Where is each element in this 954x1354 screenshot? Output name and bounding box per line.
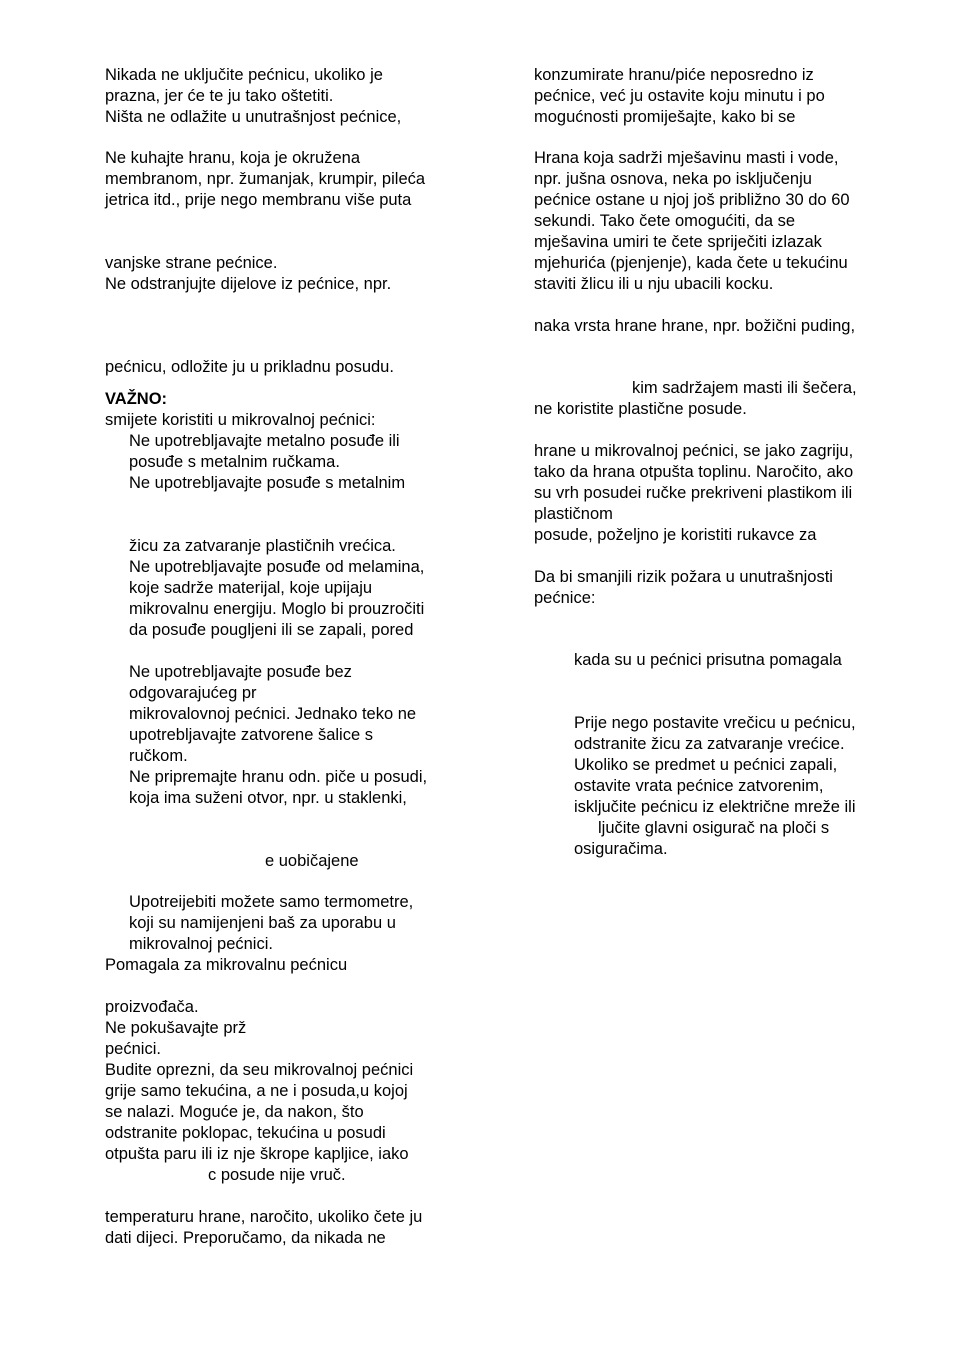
text-line: Hrana koja sadrži mješavinu masti i vode, — [534, 149, 839, 167]
text-line: smijete koristiti u mikrovalnoj pećnici: — [105, 411, 376, 429]
text-line: tako da hrana otpušta toplinu. Naročito, ako — [534, 463, 854, 481]
text-line: mogućnosti promiješajte, kako bi se — [534, 108, 796, 126]
text-line: mjehurića (pjenjenje), kada čete u tekućinu — [534, 254, 848, 272]
text-line: proizvođača. — [105, 998, 199, 1016]
text-line: plastičnom — [534, 505, 613, 523]
important-heading: VAŽNO: — [105, 390, 168, 408]
text-line: mikrovalnoj pećnici. — [129, 935, 273, 953]
text-line: sekundi. Tako čete omogućiti, da se — [534, 212, 796, 230]
text-line: Prije nego postavite vrečicu u pećnicu, — [574, 714, 856, 732]
text-line: Ne pripremajte hranu odn. piče u posudi, — [129, 768, 428, 786]
text-line: ne koristite plastične posude. — [534, 400, 747, 418]
text-line: Ne kuhajte hranu, koja je okružena — [105, 149, 360, 167]
text-line: upotrebljavajte zatvorene šalice s — [129, 726, 373, 744]
text-line: kim sadržajem masti ili šečera, — [632, 379, 857, 397]
text-line: Ne upotrebljavajte posuđe bez — [129, 663, 352, 681]
text-line: Pomagala za mikrovalnu pećnicu — [105, 956, 348, 974]
text-line: Ne upotrebljavajte metalno posuđe ili — [129, 432, 400, 450]
text-line: posude, poželjno je koristiti rukavce za — [534, 526, 817, 544]
text-line: Ukoliko se predmet u pećnici zapali, — [574, 756, 838, 774]
text-line: Ne pokušavajte prž — [105, 1019, 247, 1037]
text-line: Budite oprezni, da seu mikrovalnoj pećnici — [105, 1061, 414, 1079]
text-line: kada su u pećnici prisutna pomagala — [574, 651, 842, 669]
text-line: prazna, jer će te ju tako oštetiti. — [105, 87, 334, 105]
text-line: posuđe s metalnim ručkama. — [129, 453, 340, 471]
text-line: temperaturu hrane, naročito, ukoliko čete ju — [105, 1208, 423, 1226]
text-line: da posuđe pougljeni ili se zapali, pored — [129, 621, 414, 639]
text-line: su vrh posudei ručke prekriveni plastikom ili — [534, 484, 853, 502]
text-line: otpušta paru ili iz nje škrope kapljice, iako — [105, 1145, 409, 1163]
text-line: ručkom. — [129, 747, 188, 765]
text-line: Ne upotrebljavajte posuđe s metalnim — [129, 474, 406, 492]
text-line: koja ima suženi otvor, npr. u staklenki, — [129, 789, 407, 807]
text-line: staviti žlicu ili u nju ubacili kocku. — [534, 275, 774, 293]
text-line: mikrovalnu energiju. Moglo bi prouzročiti — [129, 600, 425, 618]
text-line: membranom, npr. žumanjak, krumpir, pileća — [105, 170, 426, 188]
text-line: hrane u mikrovalnoj pećnici, se jako zagriju, — [534, 442, 854, 460]
text-line: pećnicu, odložite ju u prikladnu posudu. — [105, 358, 394, 376]
text-line: pećnice: — [534, 589, 596, 607]
text-line: odstranite poklopac, tekućina u posudi — [105, 1124, 386, 1142]
text-line: žicu za zatvaranje plastičnih vrećica. — [129, 537, 396, 555]
text-line: odgovarajućeg pr — [129, 684, 257, 702]
text-line: osiguračima. — [574, 840, 668, 858]
text-line: Ne upotrebljavajte posuđe od melamina, — [129, 558, 425, 576]
text-line: naka vrsta hrane hrane, npr. božični puding, — [534, 317, 856, 335]
text-line: c posude nije vruč. — [208, 1166, 346, 1184]
text-line: e uobičajene — [265, 852, 359, 870]
text-line: isključite pećnicu iz električne mreže ili — [574, 798, 856, 816]
text-line: Ne odstranjujte dijelove iz pećnice, npr. — [105, 275, 392, 293]
text-line: mješavina umiri te čete spriječiti izlazak — [534, 233, 822, 251]
text-line: pećnice, već ju ostavite koju minutu i po — [534, 87, 825, 105]
text-line: konzumirate hranu/piće neposredno iz — [534, 66, 814, 84]
text-line: ljučite glavni osigurač na ploči s — [598, 819, 830, 837]
text-line: dati dijeci. Preporučamo, da nikada ne — [105, 1229, 386, 1247]
text-line: Nikada ne uključite pećnicu, ukoliko je — [105, 66, 383, 84]
text-line: npr. jušna osnova, neka po isključenju — [534, 170, 812, 188]
text-line: odstranite žicu za zatvaranje vrećice. — [574, 735, 845, 753]
text-line: Ništa ne odlažite u unutrašnjost pećnice, — [105, 108, 402, 126]
text-line: jetrica itd., prije nego membranu više puta — [105, 191, 412, 209]
text-line: ostavite vrata pećnice zatvorenim, — [574, 777, 824, 795]
text-line: Upotreijebiti možete samo termometre, — [129, 893, 414, 911]
text-line: koji su namijenjeni baš za uporabu u — [129, 914, 396, 932]
text-line: pećnice ostane u njoj još približno 30 do 60 — [534, 191, 850, 209]
text-line: grije samo tekućina, a ne i posuda,u kojoj — [105, 1082, 408, 1100]
text-line: mikrovalovnoj pećnici. Jednako teko ne — [129, 705, 417, 723]
text-line: Da bi smanjili rizik požara u unutrašnjosti — [534, 568, 833, 586]
text-line: pećnici. — [105, 1040, 161, 1058]
text-line: koje sadrže materijal, koje upijaju — [129, 579, 373, 597]
text-line: se nalazi. Moguće je, da nakon, što — [105, 1103, 364, 1121]
text-line: vanjske strane pećnice. — [105, 254, 278, 272]
